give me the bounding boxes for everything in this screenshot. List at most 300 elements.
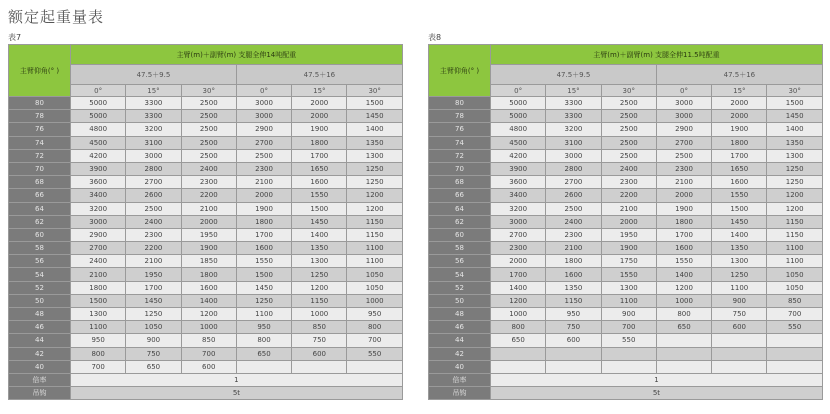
load-value-cell: 5000 xyxy=(491,97,546,110)
boom-angle-cell: 40 xyxy=(9,360,71,373)
table-row xyxy=(9,110,403,123)
load-value-cell: 2400 xyxy=(601,162,656,175)
load-value-cell: 2000 xyxy=(236,189,291,202)
table-row xyxy=(9,202,403,215)
load-value-cell: 2500 xyxy=(236,149,291,162)
load-value-cell: 2500 xyxy=(601,110,656,123)
load-value-cell: 3000 xyxy=(71,215,126,228)
load-value-cell: 700 xyxy=(767,308,822,321)
load-value-cell xyxy=(656,334,711,347)
load-value-cell: 1800 xyxy=(656,215,711,228)
boom-angle-cell: 70 xyxy=(9,162,71,175)
load-value-cell: 1500 xyxy=(767,97,822,110)
load-value-cell: 2400 xyxy=(181,162,236,175)
load-value-cell: 1100 xyxy=(347,255,402,268)
load-value-cell: 800 xyxy=(71,347,126,360)
jib-offset-angle-header: 0° xyxy=(491,85,546,97)
load-value-cell: 1000 xyxy=(181,321,236,334)
load-value-cell: 2000 xyxy=(712,110,767,123)
load-value-cell: 2600 xyxy=(126,189,181,202)
boom-angle-cell: 72 xyxy=(429,149,491,162)
load-value-cell: 1950 xyxy=(126,268,181,281)
load-value-cell: 3400 xyxy=(71,189,126,202)
load-value-cell: 2300 xyxy=(656,162,711,175)
load-value-cell: 900 xyxy=(126,334,181,347)
load-value-cell xyxy=(491,360,546,373)
load-value-cell xyxy=(656,360,711,373)
load-value-cell: 2700 xyxy=(236,136,291,149)
boom-angle-cell: 78 xyxy=(429,110,491,123)
load-value-cell: 1650 xyxy=(292,162,347,175)
table-row xyxy=(429,321,823,334)
load-value-cell: 2300 xyxy=(601,176,656,189)
load-value-cell: 900 xyxy=(712,294,767,307)
boom-angle-header: 主臂仰角(° ) xyxy=(9,45,71,97)
load-value-cell: 650 xyxy=(236,347,291,360)
load-value-cell: 1550 xyxy=(236,255,291,268)
load-value-cell xyxy=(546,360,601,373)
load-value-cell: 800 xyxy=(347,321,402,334)
load-value-cell: 600 xyxy=(292,347,347,360)
table-row xyxy=(429,281,823,294)
table-row xyxy=(9,136,403,149)
load-value-cell: 2300 xyxy=(491,242,546,255)
boom-angle-cell: 46 xyxy=(9,321,71,334)
load-value-cell: 1900 xyxy=(236,202,291,215)
load-value-cell xyxy=(656,347,711,360)
table-row xyxy=(9,97,403,110)
table-row xyxy=(9,189,403,202)
load-value-cell: 1200 xyxy=(347,202,402,215)
table-row xyxy=(9,321,403,334)
load-value-cell: 2000 xyxy=(601,215,656,228)
load-value-cell: 2000 xyxy=(491,255,546,268)
table-row xyxy=(429,215,823,228)
load-value-cell: 1200 xyxy=(292,281,347,294)
load-value-cell: 1400 xyxy=(656,268,711,281)
load-value-cell: 1200 xyxy=(347,189,402,202)
load-value-cell: 1700 xyxy=(126,281,181,294)
load-value-cell: 3000 xyxy=(656,97,711,110)
table-row xyxy=(9,268,403,281)
load-value-cell: 2400 xyxy=(71,255,126,268)
load-value-cell: 2400 xyxy=(126,215,181,228)
boom-angle-cell: 52 xyxy=(429,281,491,294)
load-value-cell: 1250 xyxy=(347,162,402,175)
load-value-cell: 1800 xyxy=(712,136,767,149)
load-value-cell: 650 xyxy=(126,360,181,373)
load-value-cell: 2300 xyxy=(236,162,291,175)
load-value-cell: 3000 xyxy=(236,97,291,110)
load-value-cell: 4200 xyxy=(491,149,546,162)
table-row xyxy=(9,228,403,241)
load-value-cell: 5000 xyxy=(71,97,126,110)
load-value-cell: 3300 xyxy=(546,97,601,110)
load-value-cell: 2900 xyxy=(236,123,291,136)
load-value-cell: 1250 xyxy=(126,308,181,321)
table-row xyxy=(9,149,403,162)
load-value-cell: 3900 xyxy=(491,162,546,175)
load-value-cell: 1250 xyxy=(236,294,291,307)
load-value-cell: 5000 xyxy=(71,110,126,123)
load-value-cell: 700 xyxy=(181,347,236,360)
load-value-cell: 1350 xyxy=(347,136,402,149)
boom-angle-cell: 54 xyxy=(9,268,71,281)
load-value-cell: 650 xyxy=(491,334,546,347)
load-value-cell xyxy=(546,347,601,360)
load-value-cell: 750 xyxy=(546,321,601,334)
load-value-cell: 3000 xyxy=(236,110,291,123)
load-value-cell: 1350 xyxy=(546,281,601,294)
boom-group-header: 47.5＋9.5 xyxy=(491,65,657,85)
load-value-cell: 1850 xyxy=(181,255,236,268)
boom-angle-cell: 42 xyxy=(429,347,491,360)
table-row xyxy=(429,202,823,215)
load-value-cell xyxy=(767,360,822,373)
load-value-cell: 1550 xyxy=(656,255,711,268)
load-value-cell: 850 xyxy=(181,334,236,347)
load-value-cell: 800 xyxy=(491,321,546,334)
load-value-cell: 1450 xyxy=(347,110,402,123)
load-value-cell: 1200 xyxy=(767,202,822,215)
page-title: 额定起重量表 xyxy=(8,8,105,26)
load-value-cell: 1050 xyxy=(767,268,822,281)
load-value-cell: 1500 xyxy=(71,294,126,307)
load-value-cell: 1800 xyxy=(546,255,601,268)
load-value-cell: 2000 xyxy=(292,110,347,123)
table-row xyxy=(429,347,823,360)
load-value-cell: 1900 xyxy=(712,123,767,136)
boom-angle-cell: 64 xyxy=(9,202,71,215)
load-value-cell: 1750 xyxy=(601,255,656,268)
load-value-cell: 1300 xyxy=(601,281,656,294)
load-value-cell: 3000 xyxy=(656,110,711,123)
load-value-cell: 1300 xyxy=(712,255,767,268)
boom-angle-cell: 76 xyxy=(429,123,491,136)
load-value-cell: 1350 xyxy=(712,242,767,255)
load-value-cell: 2300 xyxy=(546,228,601,241)
load-value-cell: 4800 xyxy=(491,123,546,136)
boom-angle-cell: 78 xyxy=(9,110,71,123)
table-row xyxy=(429,176,823,189)
boom-group-header: 47.5＋9.5 xyxy=(71,65,237,85)
load-value-cell: 3200 xyxy=(126,123,181,136)
footer-value-cell: 5t xyxy=(491,387,823,400)
table-row xyxy=(9,162,403,175)
load-value-cell: 750 xyxy=(126,347,181,360)
load-value-cell xyxy=(601,360,656,373)
table-row xyxy=(429,308,823,321)
load-value-cell: 1950 xyxy=(601,228,656,241)
boom-angle-cell: 64 xyxy=(429,202,491,215)
load-value-cell: 3600 xyxy=(71,176,126,189)
boom-angle-cell: 62 xyxy=(429,215,491,228)
table-row xyxy=(429,268,823,281)
load-value-cell: 1150 xyxy=(767,228,822,241)
load-value-cell: 1600 xyxy=(181,281,236,294)
load-value-cell: 1100 xyxy=(712,281,767,294)
load-value-cell: 3000 xyxy=(491,215,546,228)
load-value-cell: 1400 xyxy=(767,123,822,136)
load-value-cell: 550 xyxy=(767,321,822,334)
load-value-cell: 1000 xyxy=(656,294,711,307)
load-value-cell: 1150 xyxy=(767,215,822,228)
load-value-cell: 2500 xyxy=(601,97,656,110)
load-value-cell: 1300 xyxy=(767,149,822,162)
load-value-cell: 1700 xyxy=(712,149,767,162)
load-value-cell xyxy=(236,360,291,373)
load-value-cell: 3300 xyxy=(546,110,601,123)
footer-label-cell: 倍率 xyxy=(9,373,71,386)
load-value-cell: 1200 xyxy=(767,189,822,202)
load-value-cell: 1900 xyxy=(601,242,656,255)
load-value-cell: 800 xyxy=(656,308,711,321)
load-value-cell: 700 xyxy=(71,360,126,373)
load-value-cell: 1200 xyxy=(491,294,546,307)
load-value-cell: 2100 xyxy=(546,242,601,255)
load-value-cell: 950 xyxy=(347,308,402,321)
table-row xyxy=(429,242,823,255)
jib-offset-angle-header: 0° xyxy=(656,85,711,97)
load-value-cell: 1700 xyxy=(292,149,347,162)
load-value-cell: 1600 xyxy=(546,268,601,281)
load-value-cell: 900 xyxy=(601,308,656,321)
load-value-cell: 850 xyxy=(767,294,822,307)
load-value-cell: 2500 xyxy=(181,136,236,149)
table-row xyxy=(9,347,403,360)
load-value-cell: 1300 xyxy=(71,308,126,321)
load-value-cell: 1350 xyxy=(767,136,822,149)
load-value-cell: 1650 xyxy=(712,162,767,175)
boom-angle-cell: 66 xyxy=(9,189,71,202)
load-value-cell: 1250 xyxy=(292,268,347,281)
load-value-cell: 1250 xyxy=(712,268,767,281)
load-value-cell: 1150 xyxy=(292,294,347,307)
load-value-cell: 1600 xyxy=(656,242,711,255)
load-value-cell: 3000 xyxy=(126,149,181,162)
jib-offset-angle-header: 15° xyxy=(292,85,347,97)
load-value-cell: 600 xyxy=(546,334,601,347)
load-value-cell: 4500 xyxy=(491,136,546,149)
load-value-cell: 1900 xyxy=(181,242,236,255)
jib-offset-angle-header: 0° xyxy=(236,85,291,97)
load-value-cell: 1500 xyxy=(292,202,347,215)
load-value-cell: 600 xyxy=(712,321,767,334)
table-footer-row xyxy=(429,387,823,400)
boom-angle-cell: 74 xyxy=(429,136,491,149)
load-table-8 xyxy=(428,33,822,400)
boom-group-header: 47.5＋16 xyxy=(656,65,822,85)
load-value-cell: 2100 xyxy=(126,255,181,268)
load-value-cell: 3600 xyxy=(491,176,546,189)
load-value-cell: 1100 xyxy=(767,242,822,255)
load-value-cell: 2000 xyxy=(656,189,711,202)
footer-value-cell: 1 xyxy=(491,373,823,386)
load-value-cell: 700 xyxy=(347,334,402,347)
load-value-cell: 1550 xyxy=(712,189,767,202)
load-value-cell: 1000 xyxy=(292,308,347,321)
boom-angle-header: 主臂仰角(° ) xyxy=(429,45,491,97)
load-value-cell: 2000 xyxy=(181,215,236,228)
load-value-cell: 1050 xyxy=(347,281,402,294)
table-row xyxy=(429,162,823,175)
jib-offset-angle-header: 30° xyxy=(767,85,822,97)
load-value-cell xyxy=(767,334,822,347)
load-value-cell: 2500 xyxy=(181,123,236,136)
load-value-cell: 1700 xyxy=(236,228,291,241)
load-value-cell: 1450 xyxy=(292,215,347,228)
load-value-cell: 1700 xyxy=(491,268,546,281)
table-row xyxy=(9,242,403,255)
load-value-cell: 1400 xyxy=(712,228,767,241)
load-value-cell: 3200 xyxy=(71,202,126,215)
load-value-cell: 3100 xyxy=(546,136,601,149)
boom-angle-cell: 74 xyxy=(9,136,71,149)
load-table-7 xyxy=(8,33,402,400)
table-row xyxy=(9,255,403,268)
load-value-cell: 2200 xyxy=(181,189,236,202)
load-value-cell: 1100 xyxy=(71,321,126,334)
table-row xyxy=(429,360,823,373)
load-value-cell: 1150 xyxy=(546,294,601,307)
table-row xyxy=(429,228,823,241)
load-value-cell: 1900 xyxy=(292,123,347,136)
boom-angle-cell: 60 xyxy=(429,228,491,241)
table-row xyxy=(9,294,403,307)
footer-label-cell: 倍率 xyxy=(429,373,491,386)
load-value-cell: 4800 xyxy=(71,123,126,136)
load-value-cell: 3200 xyxy=(546,123,601,136)
load-value-cell: 3400 xyxy=(491,189,546,202)
load-value-cell: 1200 xyxy=(181,308,236,321)
load-value-cell xyxy=(601,347,656,360)
boom-angle-cell: 80 xyxy=(429,97,491,110)
load-value-cell: 2600 xyxy=(546,189,601,202)
table-row xyxy=(429,97,823,110)
boom-angle-cell: 66 xyxy=(429,189,491,202)
load-chart-table xyxy=(428,44,823,400)
table-row xyxy=(429,294,823,307)
boom-angle-cell: 56 xyxy=(9,255,71,268)
boom-angle-cell: 60 xyxy=(9,228,71,241)
load-value-cell: 1150 xyxy=(347,215,402,228)
boom-angle-cell: 68 xyxy=(429,176,491,189)
configuration-header: 主臂(m)＋副臂(m) 支腿全伸14吨配重 xyxy=(71,45,403,65)
load-value-cell: 3300 xyxy=(126,97,181,110)
table-row xyxy=(429,149,823,162)
boom-group-header: 47.5＋16 xyxy=(236,65,402,85)
load-value-cell: 4200 xyxy=(71,149,126,162)
load-value-cell: 1800 xyxy=(181,268,236,281)
table-row xyxy=(429,136,823,149)
boom-angle-cell: 80 xyxy=(9,97,71,110)
load-value-cell: 2500 xyxy=(181,149,236,162)
jib-offset-angle-header: 15° xyxy=(126,85,181,97)
load-value-cell: 1000 xyxy=(347,294,402,307)
load-value-cell: 3900 xyxy=(71,162,126,175)
load-value-cell xyxy=(347,360,402,373)
footer-label-cell: 吊钩 xyxy=(9,387,71,400)
load-value-cell: 1250 xyxy=(767,162,822,175)
load-value-cell: 2700 xyxy=(126,176,181,189)
table-row xyxy=(9,215,403,228)
boom-angle-cell: 76 xyxy=(9,123,71,136)
jib-offset-angle-header: 0° xyxy=(71,85,126,97)
load-value-cell xyxy=(491,347,546,360)
boom-angle-cell: 70 xyxy=(429,162,491,175)
boom-angle-cell: 54 xyxy=(429,268,491,281)
boom-angle-cell: 72 xyxy=(9,149,71,162)
load-value-cell: 3300 xyxy=(126,110,181,123)
load-value-cell: 1450 xyxy=(126,294,181,307)
load-value-cell: 700 xyxy=(601,321,656,334)
load-chart-table xyxy=(8,44,403,400)
load-value-cell: 2200 xyxy=(601,189,656,202)
jib-offset-angle-header: 30° xyxy=(601,85,656,97)
jib-offset-angle-header: 15° xyxy=(712,85,767,97)
load-value-cell: 950 xyxy=(236,321,291,334)
load-value-cell: 650 xyxy=(656,321,711,334)
configuration-header: 主臂(m)＋副臂(m) 支腿全伸11.5吨配重 xyxy=(491,45,823,65)
load-value-cell: 550 xyxy=(347,347,402,360)
load-value-cell: 2100 xyxy=(656,176,711,189)
load-value-cell: 2700 xyxy=(546,176,601,189)
load-value-cell: 3100 xyxy=(126,136,181,149)
table-row xyxy=(9,334,403,347)
load-value-cell: 850 xyxy=(292,321,347,334)
table-row xyxy=(9,308,403,321)
table-row xyxy=(429,255,823,268)
footer-label-cell: 吊钩 xyxy=(429,387,491,400)
load-value-cell: 2300 xyxy=(181,176,236,189)
load-value-cell: 2100 xyxy=(71,268,126,281)
load-value-cell: 2500 xyxy=(601,136,656,149)
load-value-cell: 2000 xyxy=(712,97,767,110)
boom-angle-cell: 68 xyxy=(9,176,71,189)
load-value-cell: 3200 xyxy=(491,202,546,215)
load-value-cell: 1550 xyxy=(292,189,347,202)
load-value-cell: 1350 xyxy=(292,242,347,255)
table-row xyxy=(9,176,403,189)
load-value-cell: 1100 xyxy=(601,294,656,307)
load-value-cell: 1500 xyxy=(236,268,291,281)
load-value-cell: 1950 xyxy=(181,228,236,241)
load-value-cell: 1450 xyxy=(236,281,291,294)
load-value-cell: 1800 xyxy=(236,215,291,228)
boom-angle-cell: 50 xyxy=(429,294,491,307)
load-value-cell: 1200 xyxy=(656,281,711,294)
load-value-cell: 2500 xyxy=(601,123,656,136)
load-value-cell: 1100 xyxy=(236,308,291,321)
load-value-cell: 1550 xyxy=(601,268,656,281)
boom-angle-cell: 44 xyxy=(429,334,491,347)
boom-angle-cell: 56 xyxy=(429,255,491,268)
load-value-cell: 1400 xyxy=(491,281,546,294)
load-value-cell: 1450 xyxy=(712,215,767,228)
load-value-cell xyxy=(292,360,347,373)
table-row xyxy=(9,123,403,136)
table-row xyxy=(9,360,403,373)
load-value-cell: 2100 xyxy=(236,176,291,189)
load-value-cell: 2900 xyxy=(71,228,126,241)
load-value-cell: 1300 xyxy=(292,255,347,268)
load-value-cell: 1800 xyxy=(292,136,347,149)
load-value-cell: 1000 xyxy=(491,308,546,321)
load-value-cell: 1100 xyxy=(767,255,822,268)
table-caption: 表7 xyxy=(8,33,22,42)
load-value-cell: 1900 xyxy=(656,202,711,215)
load-value-cell: 1300 xyxy=(347,149,402,162)
